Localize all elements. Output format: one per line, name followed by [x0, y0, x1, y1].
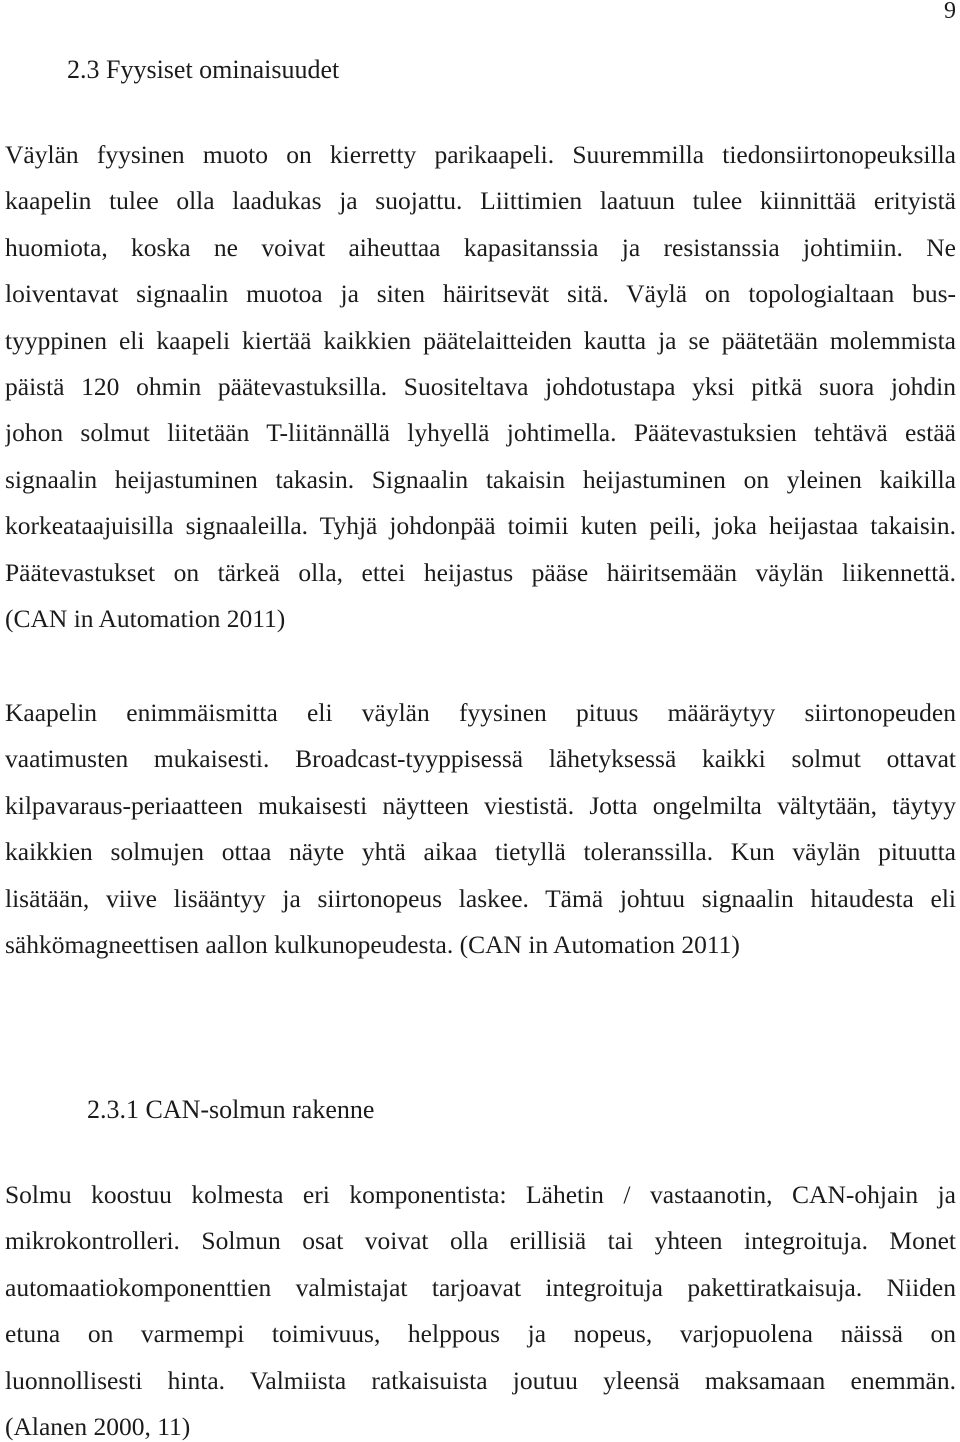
text-line: tyyppinen eli kaapeli kiertää kaikkien päätelaitteiden kautta ja se päätetään molemmista [5, 326, 956, 355]
citation-line: (CAN in Automation 2011) [5, 604, 286, 633]
text-line: päistä 120 ohmin päätevastuksilla. Suositeltava johdotustapa yksi pitkä suora johdin [5, 372, 956, 401]
paragraph [5, 699, 956, 959]
text-line: Väylän fyysinen muoto on kierretty parikaapeli. Suuremmilla tiedonsiirtonopeuksilla [5, 141, 956, 169]
text-line: Päätevastukset on tärkeä olla, ettei heijastus pääse häiritsemään väylän liikennettä. [5, 558, 956, 587]
section-heading: 2.3 Fyysiset ominaisuudet [67, 55, 340, 84]
page-number: 9 [944, 0, 956, 24]
text-line: lisätään, viive lisääntyy ja siirtonopeus laskee. Tämä johtuu signaalin hitaudesta eli [5, 884, 956, 913]
text-line: automaatiokomponenttien valmistajat tarjoavat integroituja pakettiratkaisuja. Niiden [5, 1273, 956, 1302]
text-line: luonnollisesti hinta. Valmiista ratkaisuista joutuu yleensä maksamaan enemmän. [5, 1366, 956, 1395]
paragraph [5, 1181, 956, 1441]
text-line: kilpavaraus-periaatteen mukaisesti näytteen viestistä. Jotta ongelmilta vältytään, täytyy [5, 791, 956, 820]
text-line: Kaapelin enimmäismitta eli väylän fyysinen pituus määräytyy siirtonopeuden [5, 699, 956, 727]
citation-line: (Alanen 2000, 11) [5, 1412, 191, 1441]
text-line: vaatimusten mukaisesti. Broadcast-tyyppisessä lähetyksessä kaikki solmut ottavat [5, 745, 956, 774]
text-line: korkeataajuisilla signaaleilla. Tyhjä johdonpää toimii kuten peili, joka heijastaa takaisin. [5, 512, 956, 541]
text-line: kaikkien solmujen ottaa näyte yhtä aikaa tietyllä toleranssilla. Kun väylän pituutta [5, 838, 956, 867]
subsection-heading: 2.3.1 CAN-solmun rakenne [87, 1095, 375, 1124]
text-line: huomiota, koska ne voivat aiheuttaa kapasitanssia ja resistanssia johtimiin. Ne [5, 233, 956, 262]
text-line: johon solmut liitetään T-liitännällä lyhyellä johtimella. Päätevastuksien tehtävä estää [5, 419, 956, 448]
text-line: signaalin heijastuminen takasin. Signaalin takaisin heijastuminen on yleinen kaikilla [5, 465, 956, 494]
text-line: sähkömagneettisen aallon kulkunopeudesta. (CAN in Automation 2011) [5, 930, 740, 959]
text-line: loiventavat signaalin muotoa ja siten häiritsevät sitä. Väylä on topologialtaan bus- [5, 280, 956, 309]
text-line: etuna on varmempi toimivuus, helppous ja nopeus, varjopuolena näissä on [5, 1320, 956, 1349]
text-line: Solmu koostuu kolmesta eri komponentista: Lähetin / vastaanotin, CAN-ohjain ja [5, 1181, 956, 1209]
text-line: kaapelin tulee olla laadukas ja suojattu. Liittimien laatuun tulee kiinnittää erityistä [5, 187, 956, 216]
text-line: mikrokontrolleri. Solmun osat voivat olla erillisiä tai yhteen integroituja. Monet [5, 1227, 956, 1256]
paragraph [5, 141, 956, 633]
